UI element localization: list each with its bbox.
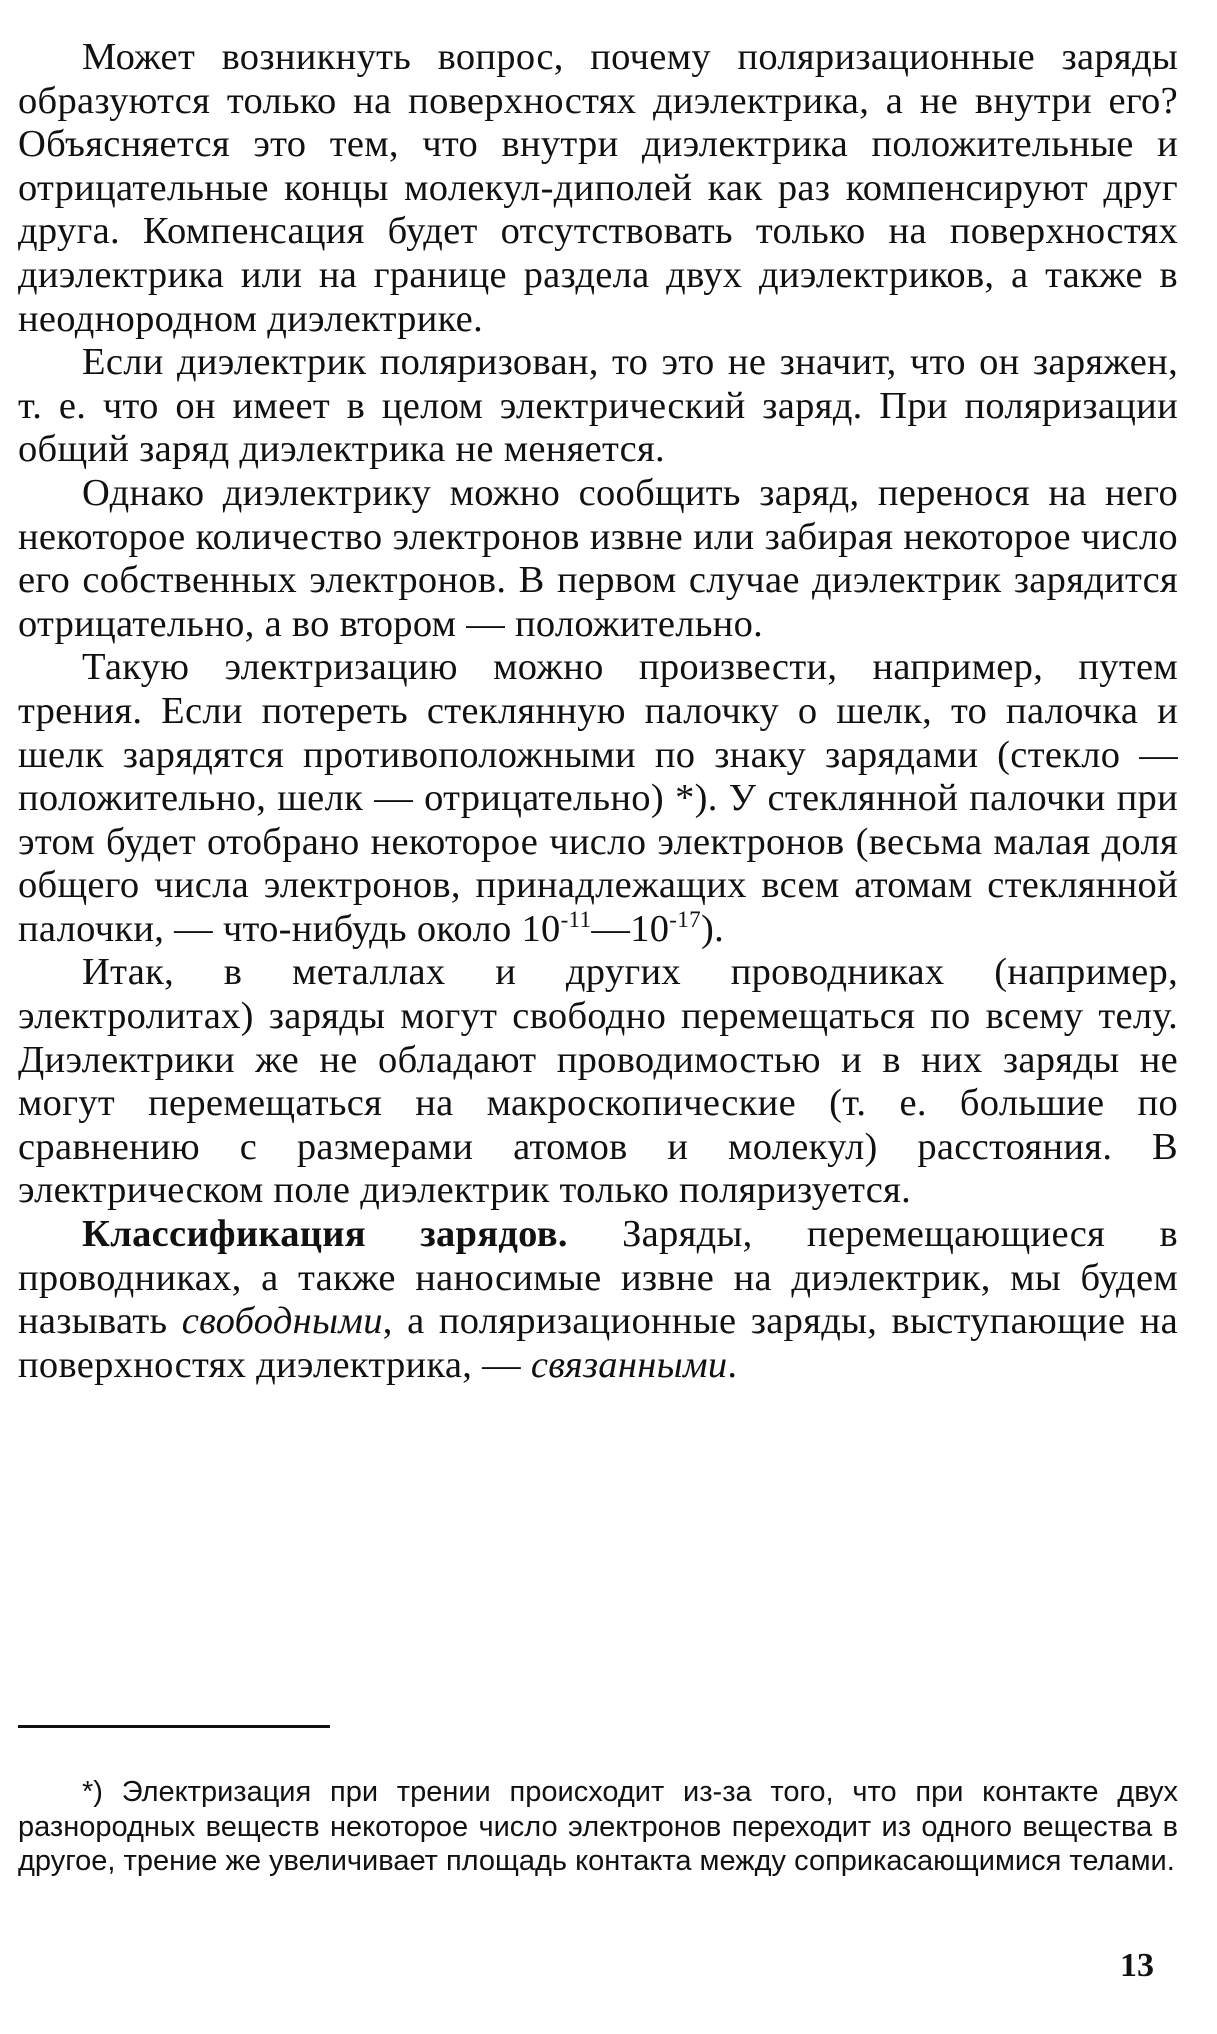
friction-text: Такую электризацию можно произвести, например, путем трения. Если потереть стеклянную палочку о шелк, то палочка и шелк зарядятся противоположными по знаку зарядами (стекло — положительно, шелк — отрицательно) *). У стеклянной палочки при этом будет отобрано некоторое число электронов (весьма малая доля общего числа электронов, принадлежащих всем атомам стеклянной палочки, — что-нибудь около 10 [18,646,1178,950]
term-free-charges: свободными [181,1300,383,1343]
classification-text: Заряды, перемещающиеся в проводниках, а также наносимые извне на диэлектрик, мы будем называть [18,1213,1178,1343]
page-number: 13 [1120,1947,1154,1984]
paragraph-charging-dielectric: Однако диэлектрику можно сообщить заряд, перенося на него некоторое количество электронов извне или забирая некоторое число его собственных электронов. В первом случае диэлектрик зарядится отрицательно, а во втором — положительно. [18,471,1178,645]
paragraph-conductors-dielectrics: Итак, в металлах и других проводниках (например, электролитах) заряды могут свободно перемещаться по всему телу. Диэлектрики же не обладают проводимостью и в них заряды не могут перемещаться на макроскопические (т. е. большие по сравнению с размерами атомов и молекул) расстояния. В электрическом поле диэлектрик только поляризуется. [18,951,1178,1212]
classification-text-middle: , а поляризационные заряды, выступающие на поверхностях диэлектрика, — [18,1300,1178,1386]
term-bound-charges: связанными [530,1343,728,1386]
footnote-divider [18,1725,330,1728]
friction-text-end: ). [700,907,725,950]
paragraph-polarization-charges: Может возникнуть вопрос, почему поляризационные заряды образуются только на поверхностях диэлектрика, а не внутри его? Объясняется это тем, что внутри диэлектрика положительные и отрицательные концы молекул-диполей как раз компенсируют друг друга. Компенсация будет отсутствовать только на поверхностях диэлектрика или на границе раздела двух диэлектриков, а также в неоднородном диэлектрике. [18,36,1178,340]
classification-text-end: . [727,1343,738,1386]
exponent-first: -11 [560,906,592,933]
paragraph-charge-classification [18,1213,1178,1387]
section-lead-heading: Классификация зарядов. [82,1213,568,1256]
exponent-second: -17 [669,906,701,933]
page-body [18,36,1178,1387]
paragraph-polarized-not-charged: Если диэлектрик поляризован, то это не значит, что он заряжен, т. е. что он имеет в целом электрический заряд. При поляризации общий заряд диэлектрика не меняется. [18,341,1178,471]
paragraph-friction-electrization [18,646,1178,951]
friction-text-middle: —10 [591,907,670,950]
footnote: *) Электризация при трении происходит из-за того, что при контакте двух разнородных веществ некоторое число электронов переходит из одного вещества в другое, трение же увеличивает площадь контакта между соприкасающимися телами. [18,1776,1178,1877]
